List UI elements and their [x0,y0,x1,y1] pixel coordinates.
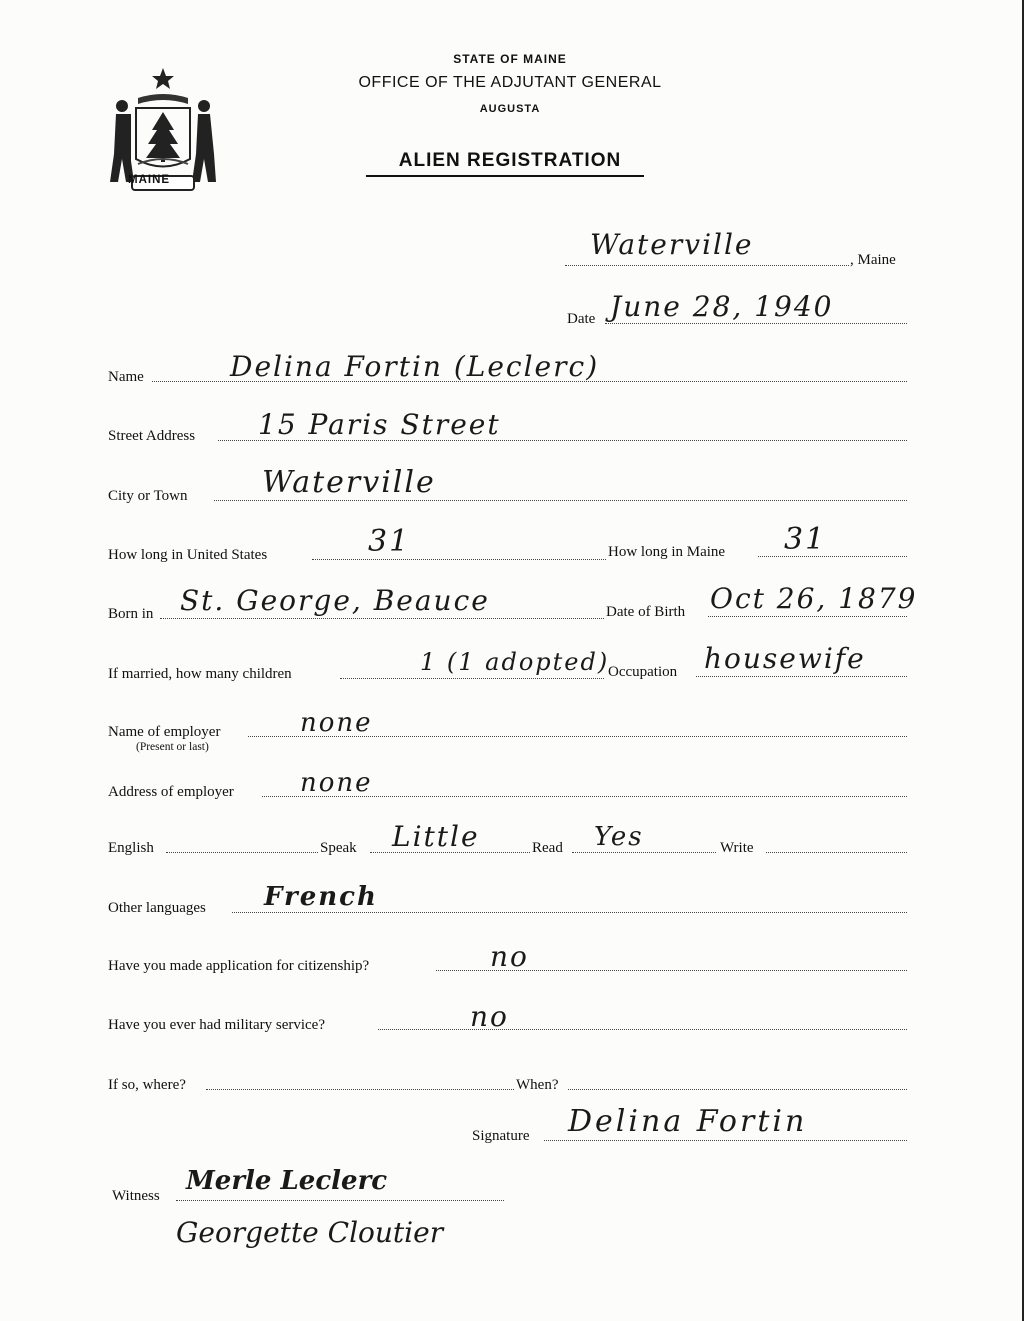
how-long-maine-value: 31 [784,522,827,557]
how-long-us-label: How long in United States [108,547,268,563]
citizenship-label: Have you made application for citizenship? [108,958,370,974]
military-line [378,1029,907,1030]
employer-address-value: none [300,768,373,798]
speak-value: Little [392,820,480,853]
maine-label: , Maine [850,252,896,268]
header-office: OFFICE OF THE ADJUTANT GENERAL [358,74,662,91]
born-in-label: Born in [108,606,154,622]
signature-value: Delina Fortin [568,1104,808,1139]
read-label: Read [532,840,563,856]
city-label: City or Town [108,488,188,504]
read-line [572,852,716,853]
english-line [166,852,318,853]
date-value: June 28, 1940 [610,290,834,323]
street-address-value: 15 Paris Street [258,408,501,441]
form-title: ALIEN REGISTRATION [398,150,622,171]
how-long-maine-label: How long in Maine [608,544,726,560]
header-state: STATE OF MAINE [453,52,567,66]
other-languages-value: French [264,882,378,912]
dob-label: Date of Birth [606,604,686,620]
seal-banner-text: MAINE [128,174,171,186]
name-label: Name [108,369,144,385]
military-value: no [470,1000,509,1033]
born-in-value: St. George, Beauce [180,584,490,617]
header-city: AUGUSTA [479,103,541,115]
how-long-us-line [312,559,606,560]
other-languages-line [232,912,907,913]
speak-label: Speak [320,840,357,856]
witness-label: Witness [112,1188,160,1204]
title-underline [366,175,644,177]
how-long-maine-line [758,556,907,557]
city-value: Waterville [262,465,436,500]
city-line [214,500,907,501]
employer-name-value: none [300,708,373,738]
children-line [340,678,604,679]
english-label: English [108,840,154,856]
employer-address-label: Address of employer [108,784,234,800]
place-line [565,265,849,266]
date-label: Date [567,311,596,327]
when-line [568,1089,907,1090]
employer-name-label: Name of employer [108,724,221,740]
witness-2-signature: Georgette Cloutier [176,1216,444,1249]
date-line [605,323,907,324]
occupation-label: Occupation [608,664,678,680]
how-long-us-value: 31 [368,524,411,559]
when-label: When? [516,1077,559,1093]
occupation-value: housewife [704,642,866,675]
children-value: 1 (1 adopted) [420,648,610,676]
born-in-line [160,618,604,619]
name-value: Delina Fortin (Leclerc) [230,350,600,383]
occupation-line [696,676,907,677]
signature-label: Signature [472,1128,530,1144]
dob-line [708,616,907,617]
employer-name-note: (Present or last) [136,741,209,753]
witness-1-signature: Merle Leclerc [186,1166,388,1196]
dob-value: Oct 26, 1879 [710,582,918,615]
write-line [766,852,907,853]
military-label: Have you ever had military service? [108,1017,325,1033]
other-languages-label: Other languages [108,900,206,916]
if-so-where-line [206,1089,514,1090]
place-value: Waterville [590,228,754,261]
read-value: Yes [594,822,644,852]
street-address-label: Street Address [108,428,196,444]
signature-line [544,1140,907,1141]
if-so-where-label: If so, where? [108,1077,186,1093]
children-label: If married, how many children [108,666,292,682]
witness-line [176,1200,504,1201]
write-label: Write [720,840,754,856]
citizenship-value: no [490,940,529,973]
